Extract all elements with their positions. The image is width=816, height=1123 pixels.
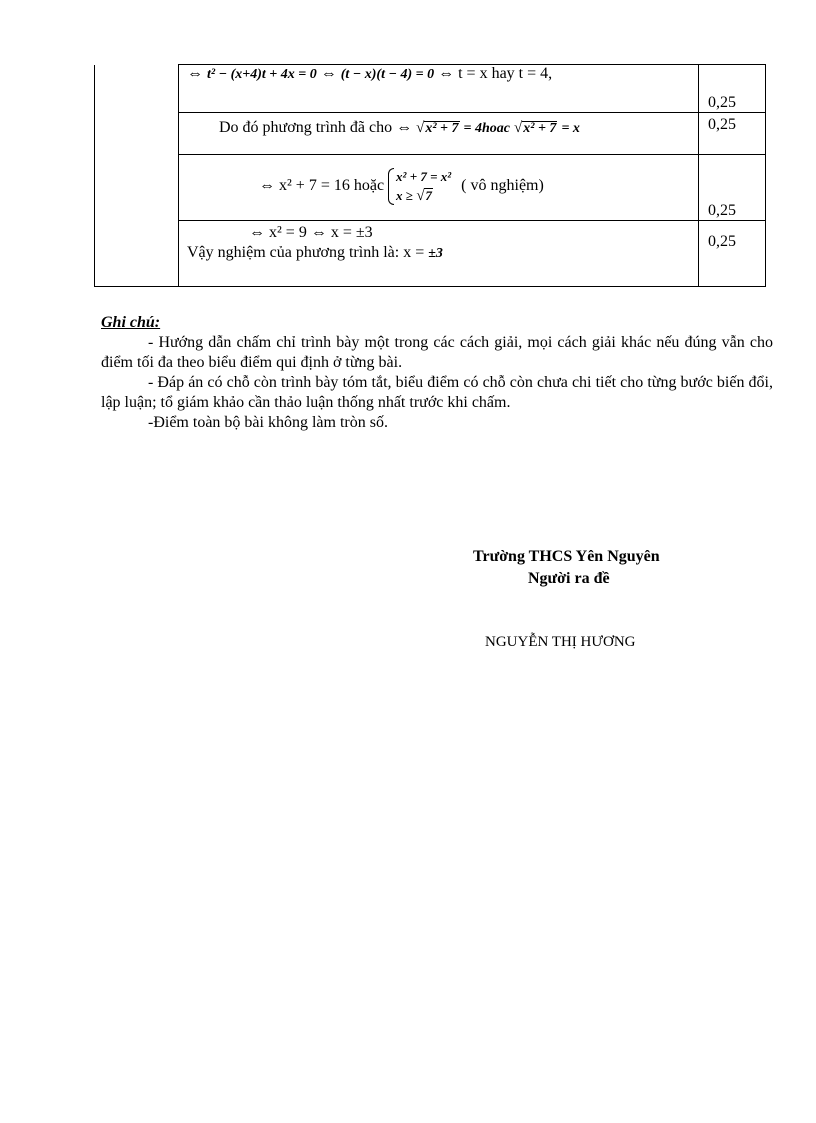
equivalence-icon: ⇔: [396, 119, 413, 136]
equivalence-icon: ⇔: [187, 65, 203, 82]
final-answer-line: [187, 243, 698, 264]
answer-table: [94, 64, 766, 287]
result-line: [187, 223, 698, 243]
note-text: ( vô nghiệm): [461, 177, 544, 195]
row-text: x² + 7 = 16 hoặc: [279, 177, 385, 195]
equation: t² − (x+4)t + 4x = 0: [207, 67, 317, 82]
system-line: x ≥: [396, 188, 413, 203]
equation: (t − x)(t − 4) = 0: [340, 67, 435, 82]
author-name: NGUYỄN THỊ HƯƠNG: [485, 634, 636, 650]
solution-cell: [179, 113, 699, 155]
row-text: x = ±3: [330, 224, 373, 241]
radicand: 7: [425, 188, 432, 203]
equivalence-icon: ⇔: [320, 65, 337, 82]
solution-cell: [179, 65, 699, 113]
equivalence-icon: ⇔: [438, 65, 455, 82]
conclusion-text: t = x hay t = 4,: [458, 65, 553, 82]
table-row: [95, 155, 766, 221]
author-role: Người ra đề: [528, 570, 610, 587]
row-text: Vậy nghiệm của phương trình là: x =: [187, 244, 425, 261]
equivalence-icon: ⇔: [310, 224, 327, 241]
points-value: 0,25: [708, 202, 736, 219]
radicand: x² + 7: [425, 121, 459, 136]
row-text: x² = 9: [269, 224, 307, 241]
table-row: [95, 113, 766, 155]
sqrt-icon: √: [416, 120, 425, 136]
notes-title: Ghi chú:: [101, 314, 161, 331]
sqrt-icon: √: [416, 188, 425, 204]
equation: = x: [561, 121, 580, 136]
table-row: [95, 221, 766, 287]
points-value: 0,25: [708, 94, 736, 111]
note-paragraph: -Điểm toàn bộ bài không làm tròn số.: [148, 414, 388, 431]
points-cell: [699, 113, 766, 155]
note-paragraph: - Hướng dẫn chấm chỉ trình bày một trong các cách giải, mọi cách giải khác nếu đúng vẫn cho điểm tối đa theo biểu điểm qui định ở từng bài.: [101, 334, 773, 371]
points-cell: [699, 65, 766, 113]
answer-value: ±3: [428, 246, 443, 261]
equation: = 4hoac: [463, 121, 511, 136]
row-text: Do đó phương trình đã cho: [219, 119, 393, 136]
sqrt-icon: √: [514, 120, 523, 136]
school-name: Trường THCS Yên Nguyên: [473, 548, 660, 565]
points-value: 0,25: [708, 233, 736, 250]
note-paragraph: - Đáp án có chỗ còn trình bày tóm tắt, biểu điểm có chỗ còn chưa chi tiết cho từng bước biến đổi, lập luận; tổ giám khảo cần thảo luận thống nhất trước khi chấm.: [101, 374, 773, 411]
points-cell: [699, 221, 766, 287]
radicand: x² + 7: [523, 121, 557, 136]
question-column-cell: [95, 65, 179, 287]
points-value: 0,25: [708, 116, 736, 133]
equation-system: [388, 167, 451, 206]
table-row: [95, 65, 766, 113]
points-cell: [699, 155, 766, 221]
solution-cell: [179, 155, 699, 221]
system-line: x² + 7 = x²: [396, 169, 452, 184]
notes-section: [101, 313, 773, 433]
solution-cell: [179, 221, 699, 287]
equivalence-icon: ⇔: [259, 177, 275, 195]
equivalence-icon: ⇔: [249, 224, 265, 241]
